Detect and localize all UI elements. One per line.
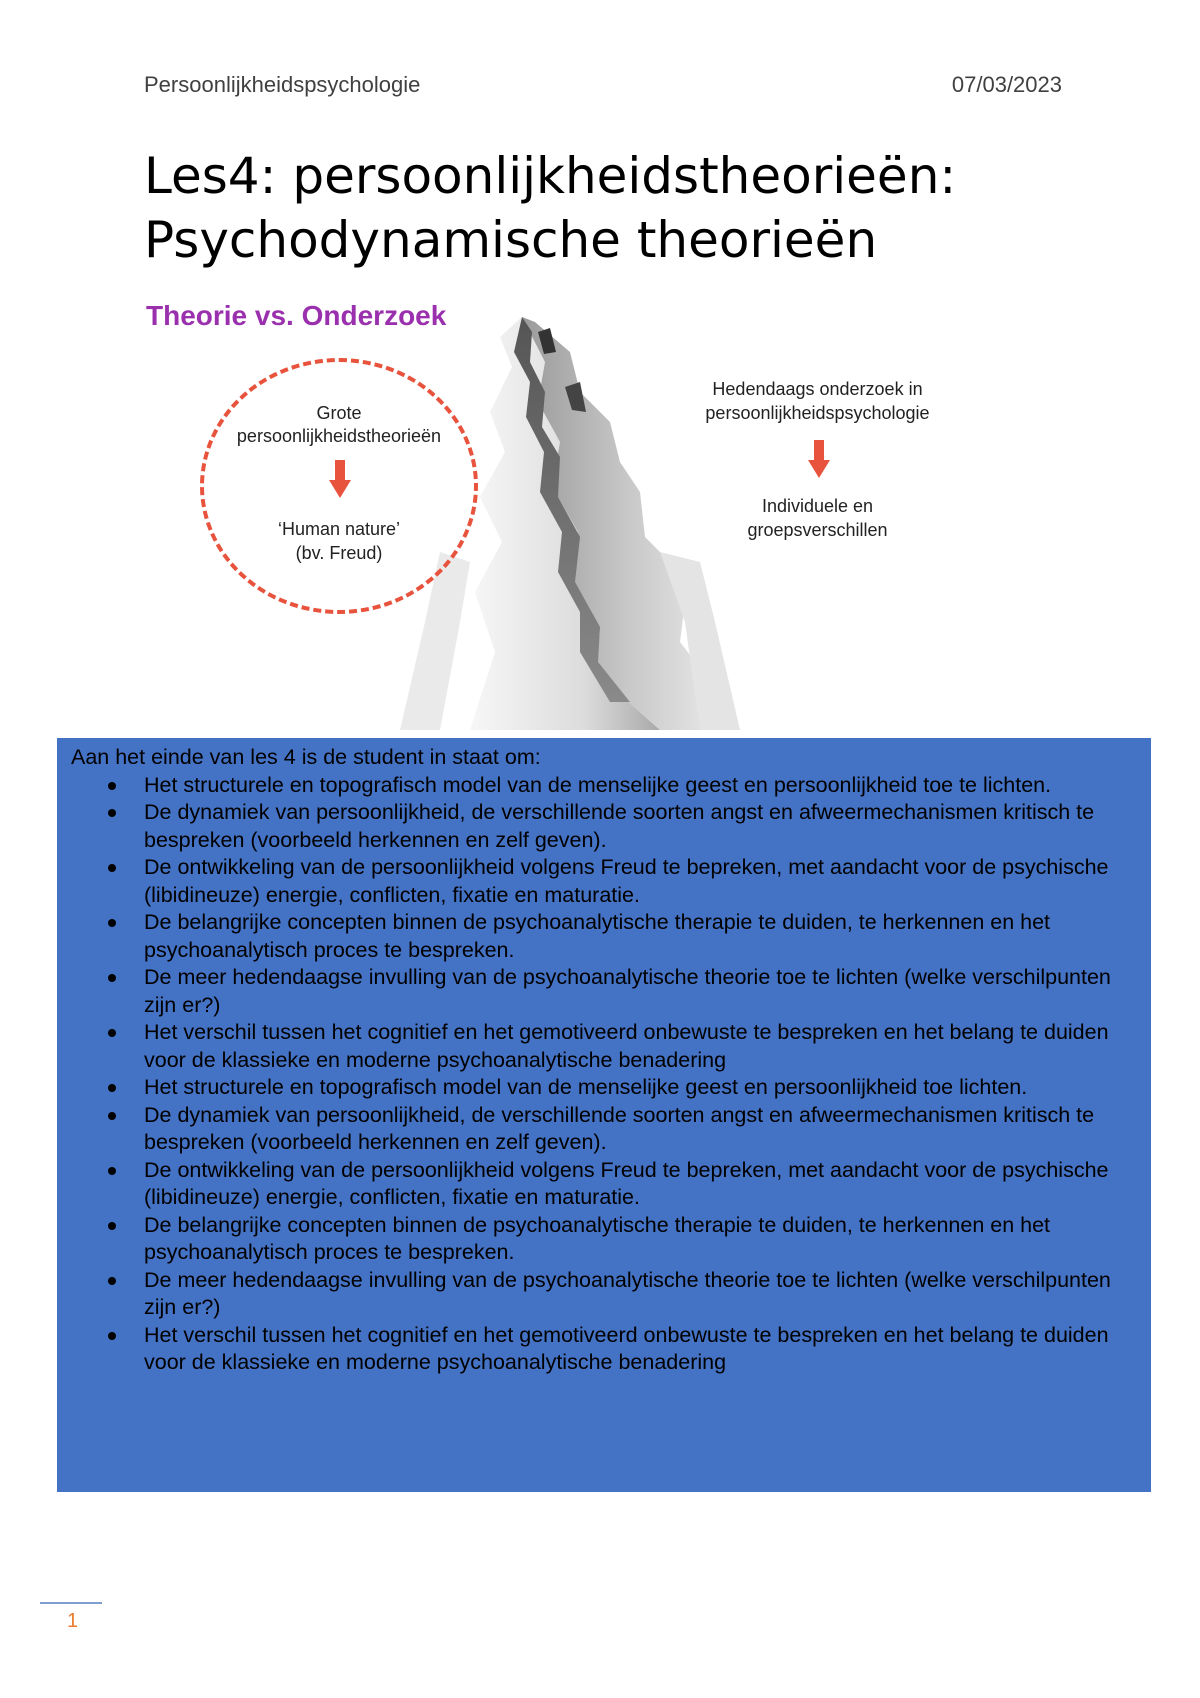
contemporary-research-line-1: Hedendaags onderzoek in <box>712 379 923 399</box>
list-item: Het verschil tussen het cognitief en het gemotiveerd onbewuste te bespreken en het belang te duiden voor de klassieke en moderne psychoanalytische benadering <box>144 1322 1133 1377</box>
group-differences-label <box>675 494 960 542</box>
objectives-list <box>71 772 1133 1377</box>
list-item: De belangrijke concepten binnen de psychoanalytische therapie te duiden, te herkennen en het psychoanalytisch proces te bespreken. <box>144 1212 1133 1267</box>
list-item: Het structurele en topografisch model van de menselijke geest en persoonlijkheid toe te lichten. <box>144 772 1133 800</box>
footer-divider <box>40 1602 102 1604</box>
group-differences-line-2: groepsverschillen <box>747 520 888 540</box>
figure-heading: Theorie vs. Onderzoek <box>146 300 447 331</box>
list-item: De ontwikkeling van de persoonlijkheid volgens Freud te bepreken, met aandacht voor de psychische (libidineuze) energie, conflicten, fixatie en maturatie. <box>144 1157 1133 1212</box>
list-item: De meer hedendaagse invulling van de psychoanalytische theorie toe te lichten (welke verschilpunten zijn er?) <box>144 964 1133 1019</box>
grand-theories-line-1: Grote <box>316 403 362 423</box>
page-number: 1 <box>67 1610 79 1632</box>
list-item: De belangrijke concepten binnen de psychoanalytische therapie te duiden, te herkennen en het psychoanalytisch proces te bespreken. <box>144 909 1133 964</box>
human-nature-line-2: (bv. Freud) <box>295 543 383 563</box>
list-item: Het structurele en topografisch model van de menselijke geest en persoonlijkheid toe lichten. <box>144 1074 1133 1102</box>
theory-vs-research-figure <box>140 292 970 730</box>
down-arrow-icon <box>329 460 351 498</box>
objectives-intro: Aan het einde van les 4 is de student in staat om: <box>71 745 541 769</box>
human-nature-line-1: ‘Human nature’ <box>277 519 401 539</box>
down-arrow-icon <box>808 440 830 478</box>
contemporary-research-line-2: persoonlijkheidspsychologie <box>705 403 930 423</box>
list-item: De dynamiek van persoonlijkheid, de verschillende soorten angst en afweermechanismen kritisch te bespreken (voorbeeld herkennen en zelf geven). <box>144 799 1133 854</box>
page-title-line-2: Psychodynamische theorieën <box>144 211 878 269</box>
page-title <box>144 144 1104 272</box>
list-item: Het verschil tussen het cognitief en het gemotiveerd onbewuste te bespreken en het belang te duiden voor de klassieke en moderne psychoanalytische benadering <box>144 1019 1133 1074</box>
page-header-course: Persoonlijkheidspsychologie <box>144 72 421 97</box>
page-header-date: 07/03/2023 <box>951 72 1062 97</box>
grand-theories-label <box>200 402 478 448</box>
page-title-line-1: Les4: persoonlijkheidstheorieën: <box>144 147 957 205</box>
grand-theories-line-2: persoonlijkheidstheorieën <box>236 426 442 446</box>
group-differences-line-1: Individuele en <box>761 496 874 516</box>
list-item: De dynamiek van persoonlijkheid, de verschillende soorten angst en afweermechanismen kritisch te bespreken (voorbeeld herkennen en zelf geven). <box>144 1102 1133 1157</box>
list-item: De meer hedendaagse invulling van de psychoanalytische theorie toe te lichten (welke verschilpunten zijn er?) <box>144 1267 1133 1322</box>
contemporary-research-label <box>675 377 960 425</box>
human-nature-label <box>200 517 478 565</box>
list-item: De ontwikkeling van de persoonlijkheid volgens Freud te bepreken, met aandacht voor de psychische (libidineuze) energie, conflicten, fixatie en maturatie. <box>144 854 1133 909</box>
learning-objectives-box <box>57 738 1151 1492</box>
